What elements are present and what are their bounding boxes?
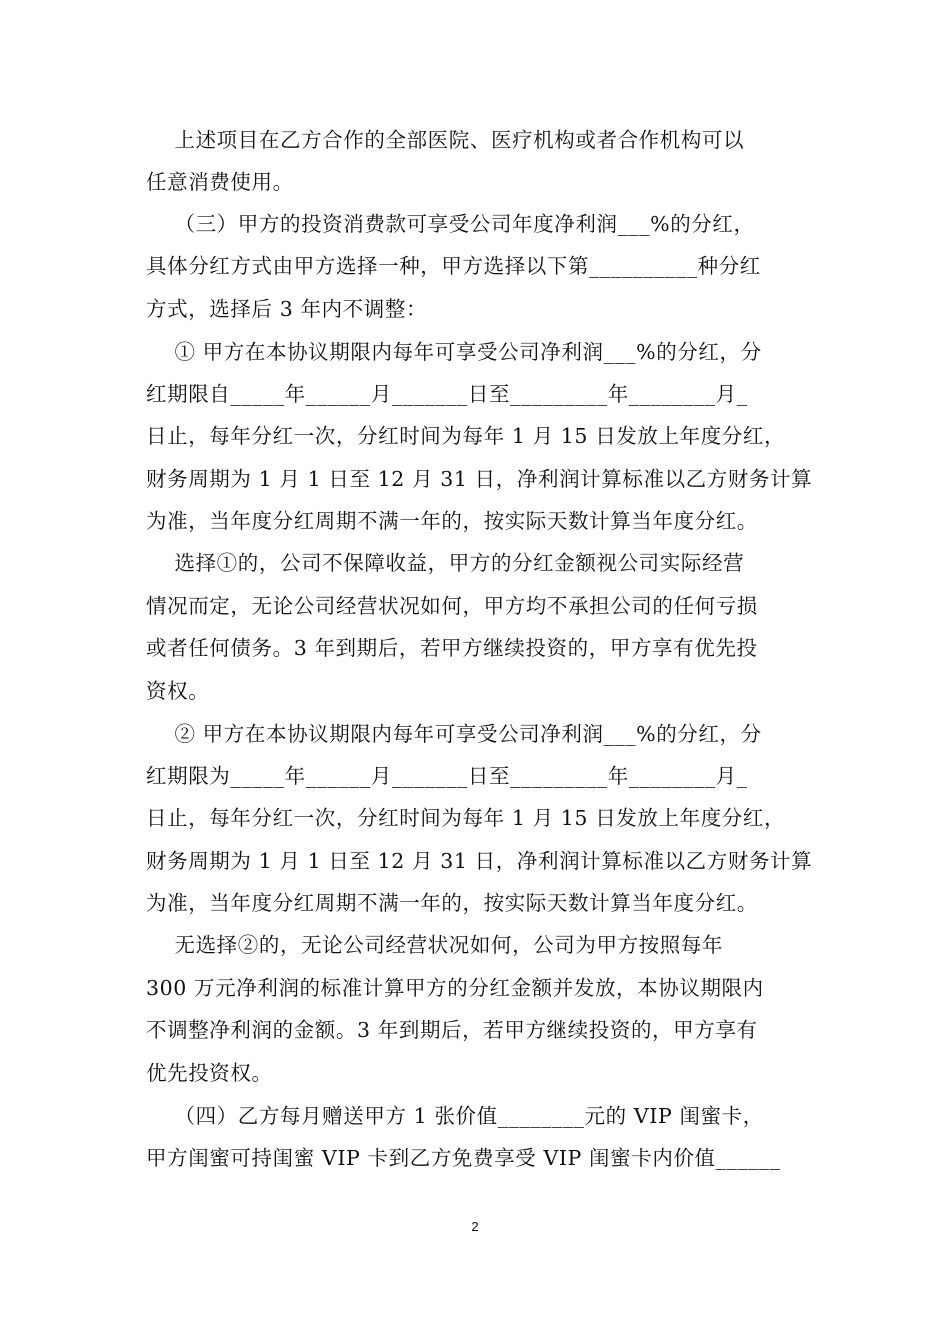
text-line: 财务周期为 1 月 1 日至 12 月 31 日，净利润计算标准以乙方财务计算 xyxy=(146,849,813,873)
text-line: 为准，当年度分红周期不满一年的，按实际天数计算当年度分红。 xyxy=(146,891,758,915)
text-line: 日止，每年分红一次，分红时间为每年 1 月 15 日发放上年度分红， xyxy=(146,806,786,830)
text-line: （三）甲方的投资消费款可享受公司年度净利润___%的分红， xyxy=(146,212,755,236)
text-line: 或者任何债务。3 年到期后，若甲方继续投资的，甲方享有优先投 xyxy=(146,636,758,660)
text-line: 方式，选择后 3 年内不调整： xyxy=(146,297,428,321)
text-line: （四）乙方每月赠送甲方 1 张价值________元的 VIP 闺蜜卡， xyxy=(146,1104,764,1128)
text-line: ② 甲方在本协议期限内每年可享受公司净利润___%的分红，分 xyxy=(146,722,762,746)
text-line: 为准，当年度分红周期不满一年的，按实际天数计算当年度分红。 xyxy=(146,509,758,533)
text-line: 任意消费使用。 xyxy=(146,170,294,194)
text-line: 无选择②的，无论公司经营状况如何，公司为甲方按照每年 xyxy=(146,933,724,957)
text-line: 不调整净利润的金额。3 年到期后，若甲方继续投资的，甲方享有 xyxy=(146,1018,758,1042)
text-line: 红期限为_____年______月_______日至_________年________月_ xyxy=(146,764,748,788)
text-line: 优先投资权。 xyxy=(146,1061,273,1085)
text-line: 情况而定，无论公司经营状况如何，甲方均不承担公司的任何亏损 xyxy=(146,594,758,618)
text-line: 财务周期为 1 月 1 日至 12 月 31 日，净利润计算标准以乙方财务计算 xyxy=(146,467,813,491)
text-line: 甲方闺蜜可持闺蜜 VIP 卡到乙方免费享受 VIP 闺蜜卡内价值______ xyxy=(146,1146,781,1170)
text-line: 选择①的，公司不保障收益，甲方的分红金额视公司实际经营 xyxy=(146,551,745,575)
text-line: 上述项目在乙方合作的全部医院、医疗机构或者合作机构可以 xyxy=(146,128,745,152)
text-line: 资权。 xyxy=(146,679,210,703)
text-line: 红期限自_____年______月_______日至_________年________月_ xyxy=(146,382,748,406)
page-number: 2 xyxy=(471,1219,479,1234)
text-line: 300 万元净利润的标准计算甲方的分红金额并发放，本协议期限内 xyxy=(146,976,764,1000)
text-line: ① 甲方在本协议期限内每年可享受公司净利润___%的分红，分 xyxy=(146,340,762,364)
text-line: 具体分红方式由甲方选择一种，甲方选择以下第__________种分红 xyxy=(146,254,761,278)
text-line: 日止，每年分红一次，分红时间为每年 1 月 15 日发放上年度分红， xyxy=(146,424,786,448)
